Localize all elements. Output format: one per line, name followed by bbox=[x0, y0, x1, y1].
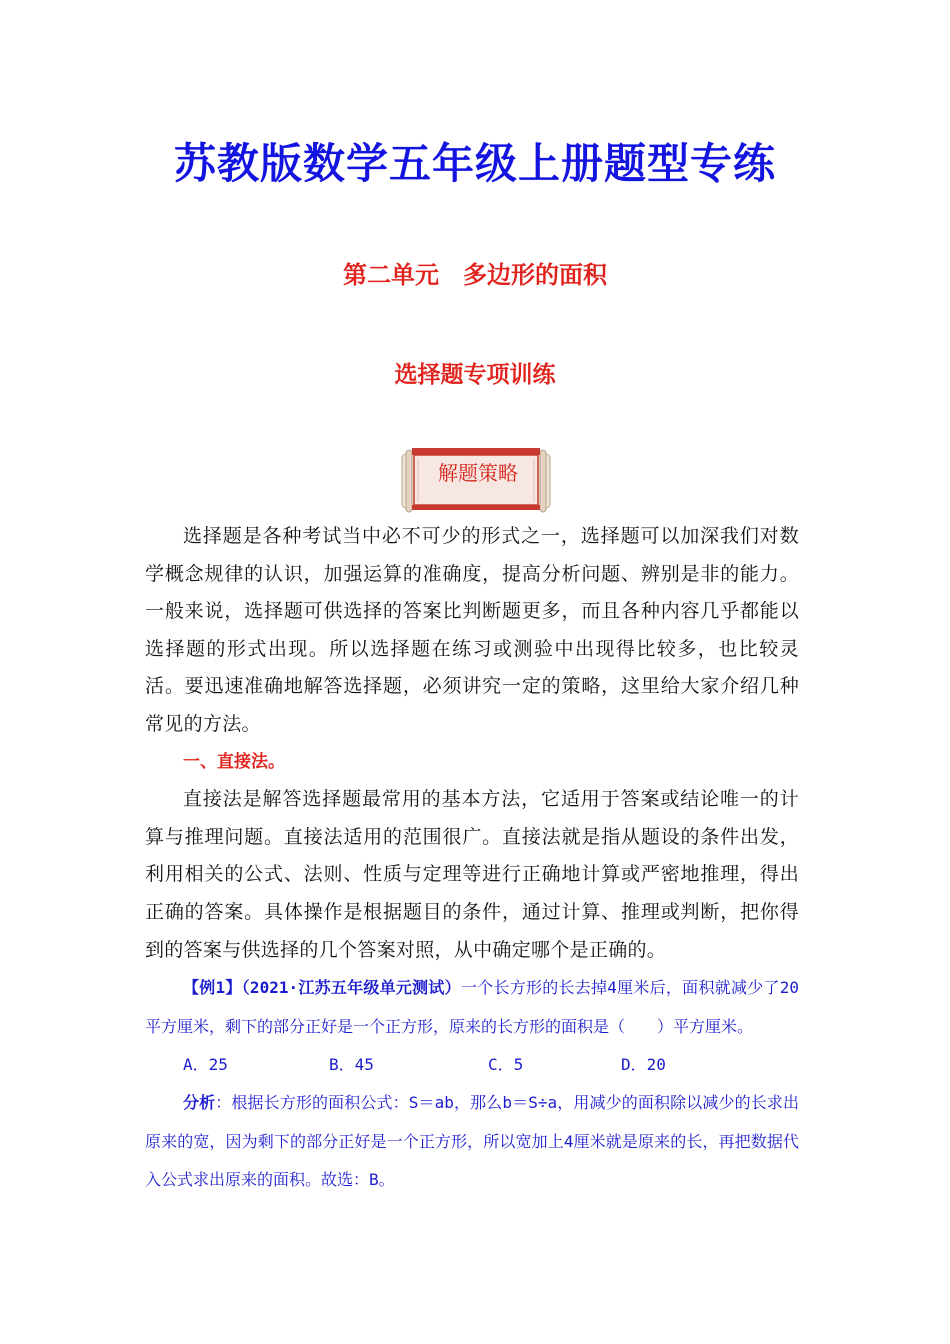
method1-heading: 一、直接法。 bbox=[183, 751, 285, 772]
method1-paragraph: 直接法是解答选择题最常用的基本方法，它适用于答案或结论唯一的计算与推理问题。直接法适用的范围很广。直接法就是指从题设的条件出发，利用相关的公式、法则、性质与定理等进行正确地计算或严密地推理，得出正确的答案。具体操作是根据题目的条件，通过计算、推理或判断，把你得到的答案与供选择的几个答案对照，从中确定哪个是正确的。 bbox=[145, 788, 799, 961]
option-d: D．20 bbox=[621, 1055, 666, 1075]
section-title: 选择题专项训练 bbox=[394, 362, 556, 388]
analysis-text: ：根据长方形的面积公式：S＝ab，那么b＝S÷a，用减少的面积除以减少的长求出原来的宽，因为剩下的部分正好是一个正方形，所以宽加上4厘米就是原来的长，再把数据代入公式求出原来的面积。故选：B。 bbox=[145, 1093, 799, 1190]
main-title: 苏教版数学五年级上册题型专练 bbox=[173, 139, 776, 188]
unit-title: 第二单元 多边形的面积 bbox=[343, 261, 607, 289]
example-source: （2021·江苏五年级单元测试） bbox=[241, 978, 461, 998]
example1-question bbox=[145, 969, 799, 1046]
scroll-label: 解题策略 bbox=[438, 461, 518, 485]
intro-paragraph: 选择题是各种考试当中必不可少的形式之一，选择题可以加深我们对数学概念规律的认识，加强运算的准确度，提高分析问题、辨别是非的能力。一般来说，选择题可供选择的答案比判断题更多，而且各种内容几乎都能以选择题的形式出现。所以选择题在练习或测验中出现得比较多，也比较灵活。要迅速准确地解答选择题，必须讲究一定的策略，这里给大家介绍几种常见的方法。 bbox=[145, 525, 799, 735]
option-c: C．5 bbox=[488, 1055, 524, 1075]
strategy-scroll-banner bbox=[396, 442, 556, 514]
example-tag: 【例1】 bbox=[183, 978, 242, 998]
option-b: B．45 bbox=[329, 1055, 374, 1075]
option-a: A．25 bbox=[183, 1055, 228, 1075]
example-question-text: 一个长方形的长去掉4厘米后，面积就减少了20平方厘米，剩下的部分正好是一个正方形，原来的长方形的面积是（ ）平方厘米。 bbox=[145, 978, 799, 1036]
example1-options bbox=[145, 1046, 799, 1084]
content-body bbox=[145, 518, 799, 1200]
example1-analysis bbox=[145, 1084, 799, 1200]
analysis-label: 分析 bbox=[183, 1093, 216, 1113]
